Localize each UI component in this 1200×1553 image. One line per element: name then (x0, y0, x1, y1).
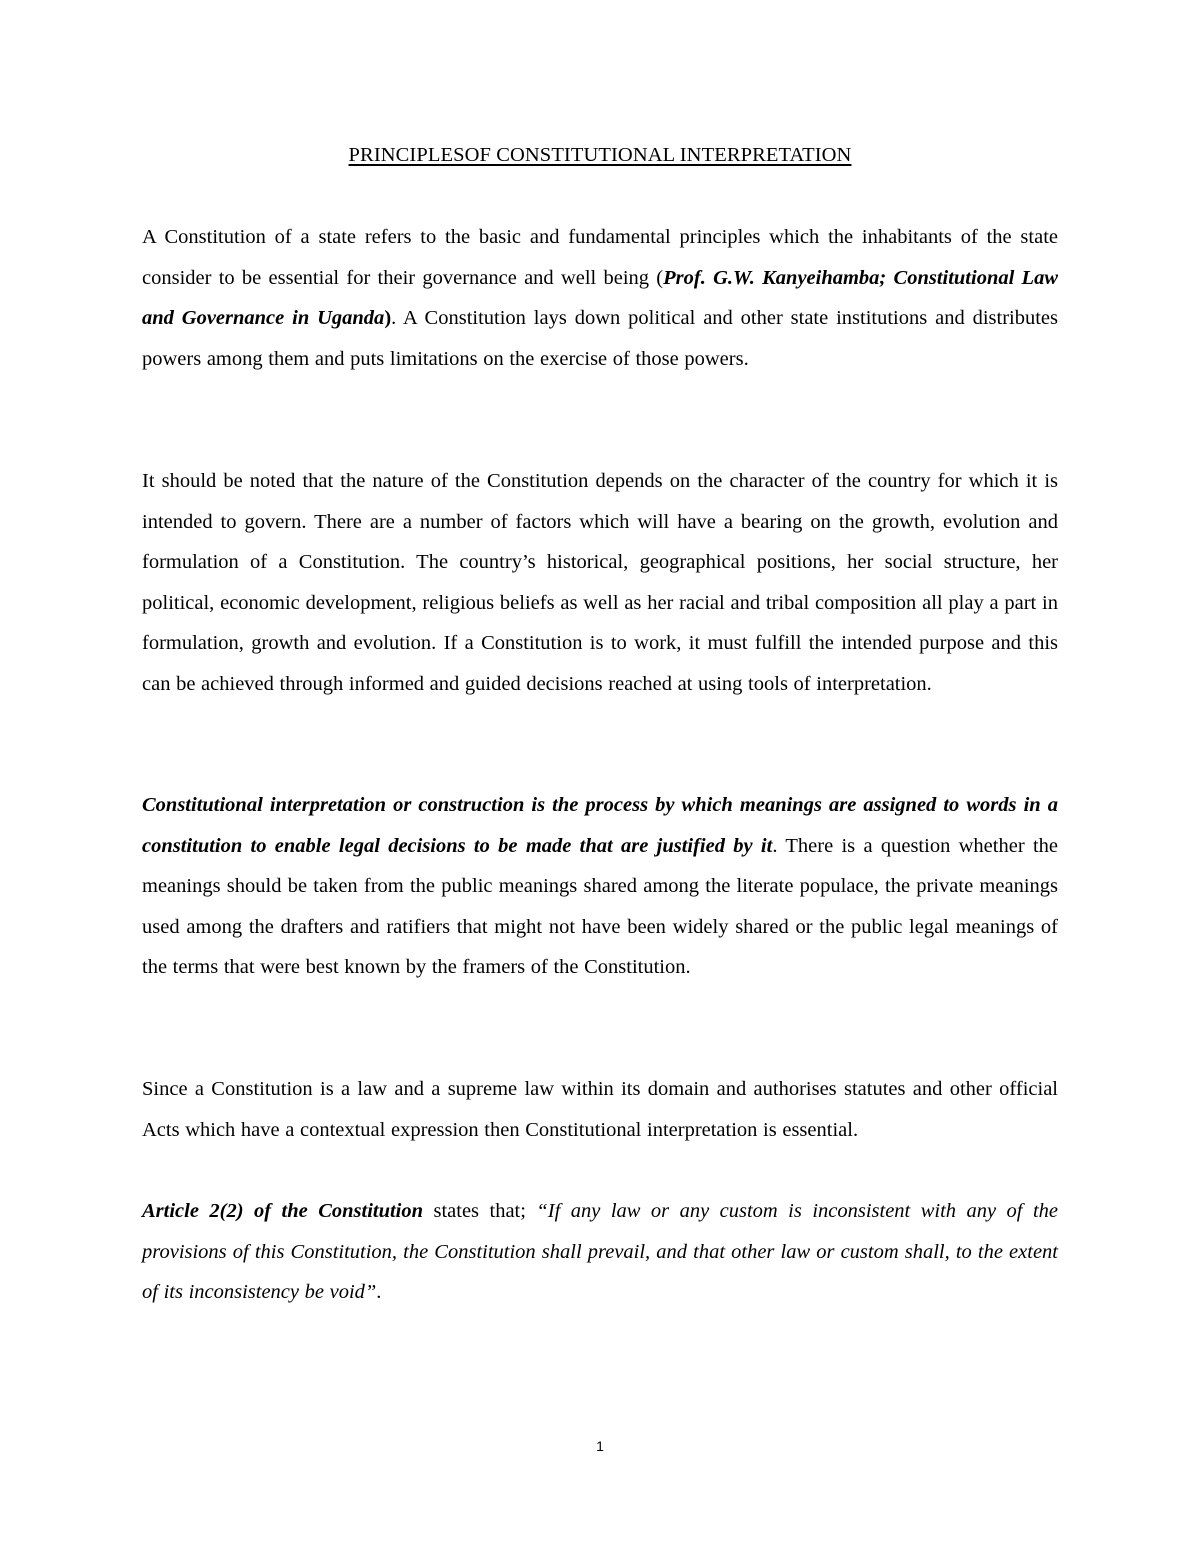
text-segment: It should be noted that the nature of the Constitution depends on the character of the country for which it is intended to govern. There are a number of factors which will have a bearing on the growth, evolution and formulation of a Constitution. The country’s historical, geographical positions, her social structure, her political, economic development, religious beliefs as well as her racial and tribal composition all play a part in formulation, growth and evolution. If a Constitution is to work, it must fulfill the intended purpose and this can be achieved through informed and guided decisions reached at using tools of interpretation. (142, 470, 1058, 695)
text-segment: . There is a question whether the meanings should be taken from the public meanings shared among the literate populace, the private meanings used among the drafters and ratifiers that might not have been widely shared or the public legal meanings of the terms that were best known by the framers of the Constitution. (142, 834, 1058, 979)
document-title: PRINCIPLESOF CONSTITUTIONAL INTERPRETATION (348, 144, 852, 166)
article-reference: Article 2(2) of the Constitution (142, 1200, 424, 1222)
text-segment: . (376, 1281, 382, 1304)
text-segment: . A Constitution lays down political and other state institutions and distributes powers among them and puts limitations on the exercise of those powers. (142, 307, 1058, 370)
definition-text: Constitutional interpretation or construction is the process by which meanings are assigned to words in a constitution to enable legal decisions to be made that are justified by it (142, 794, 1058, 857)
paragraph-4 (142, 1069, 1058, 1150)
text-segment: A Constitution of a state refers to the basic and fundamental principles which the inhabitants of the state consider to be essential for their governance and well being ( (142, 226, 1058, 289)
quoted-article-text: “If any law or any custom is inconsistent with any of the provisions of this Constitution, the Constitution shall prevail, and that other law or custom shall, to the extent of its inconsistency be void” (142, 1200, 1058, 1304)
text-segment: ) (384, 307, 392, 330)
text-segment: states that; (423, 1200, 537, 1222)
text-segment: Since a Constitution is a law and a supreme law within its domain and authorises statutes and other official Acts which have a contextual expression then Constitutional interpretation is essential. (142, 1078, 1058, 1141)
paragraph-3 (142, 785, 1058, 988)
page-number: 1 (596, 1438, 604, 1454)
citation: Prof. G.W. Kanyeihamba; Constitutional Law and Governance in Uganda (142, 266, 1059, 330)
paragraph-5 (142, 1191, 1058, 1313)
paragraph-2 (142, 461, 1058, 705)
paragraph-1 (142, 217, 1058, 379)
